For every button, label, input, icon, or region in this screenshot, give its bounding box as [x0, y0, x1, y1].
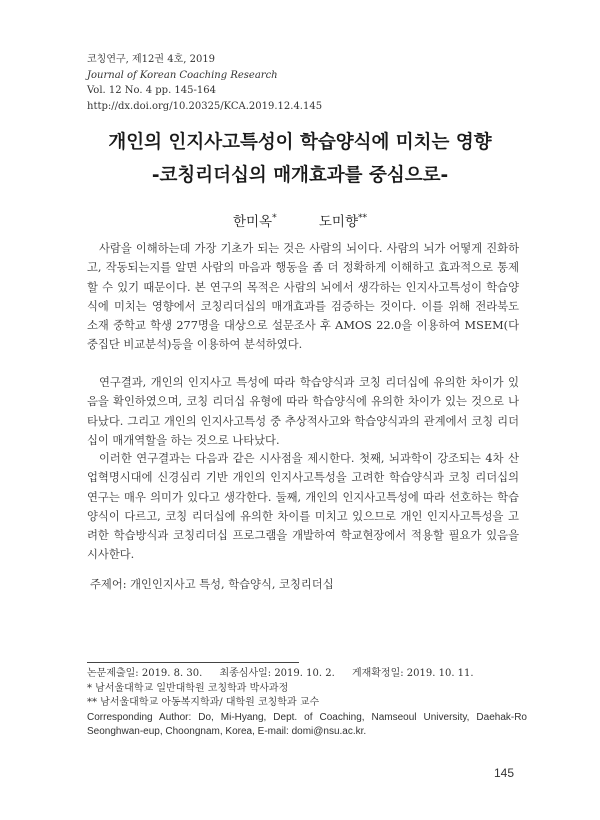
page-number: 145 [494, 766, 515, 780]
received-date: 논문제출일: 2019. 8. 30. [87, 668, 203, 679]
footnotes [87, 667, 527, 740]
abstract-paragraph-1: 사람을 이해하는데 가장 기초가 되는 것은 사람의 뇌이다. 사람의 뇌가 어떻게 진화하고, 작동되는지를 알면 사람의 마음과 행동을 좀 더 정확하게 이해하고 효과적으로 통제할 수 있기 때문이다. 본 연구의 목적은 사람의 뇌에서 생각하는 인지사고특성이 학습양식에 미치는 영향에서 코칭리더십의 매개효과를 검증하는 것이다. 이를 위해 전라북도 소재 중학교 학생 277명을 대상으로 설문조사 후 AMOS 22.0을 이용하여 MSEM(다중집단 비교분석)등을 이용하여 분석하였다. [87, 242, 519, 352]
corresponding-author: Corresponding Author: Do, Mi-Hyang, Dept. of Coaching, Namseoul University, Daehak-Ro Seonghwan-eup, Choongnam, Korea, E-mail: domi@nsu.ac.kr. [87, 711, 527, 738]
journal-volume-ko: 코칭연구, 제12권 4호, 2019 [87, 54, 216, 65]
authors [0, 210, 600, 230]
author-affiliation-1: * 남서울대학교 일반대학원 코칭학과 박사과정 [87, 682, 289, 694]
doi-link[interactable]: http://dx.doi.org/10.20325/KCA.2019.12.4.145 [87, 100, 323, 112]
author-2: 도미향** [318, 213, 368, 230]
author-affiliation-2: ** 남서울대학교 아동복지학과/ 대학원 코칭학과 교수 [87, 697, 320, 709]
abstract-paragraph-3: 이러한 연구결과는 다음과 같은 시사점을 제시한다. 첫째, 뇌과학이 강조되는 4차 산업혁명시대에 신경심리 기반 개인의 인지사고특성을 고려한 학습양식과 코칭 리더십의 연구는 매우 의미가 있다고 생각한다. 둘째, 개인의 인지사고특성에 따라 선호하는 학습양식이 다르고, 코칭 리더십에 유의한 차이를 미치고 있으므로 개인 인지사고특성을 고려한 학습방식과 코칭리더십 프로그램을 개발하여 학교현장에서 적용할 필요가 있음을 시사한다. [87, 452, 519, 562]
abstract-paragraph-2: 연구결과, 개인의 인지사고 특성에 따라 학습양식과 코칭 리더십에 유의한 차이가 있음을 확인하였으며, 코칭 리더십 유형에 따라 학습양식에 유의한 차이가 있는 것으로 나타났다. 그리고 개인의 인지사고특성 중 추상적사고와 학습양식과의 관계에서 코칭 리더십이 매개역할을 하는 것으로 나타났다. [87, 376, 519, 447]
paper-subtitle: -코칭리더십의 매개효과를 중심으로- [151, 165, 449, 186]
keywords: 주제어: 개인인지사고 특성, 학습양식, 코칭리더십 [90, 578, 334, 591]
footnote-divider [87, 662, 299, 663]
submission-dates [87, 667, 527, 682]
journal-name: Journal of Korean Coaching Research [87, 69, 278, 81]
journal-info [87, 52, 322, 114]
accepted-date: 게재확정일: 2019. 10. 11. [351, 668, 474, 679]
revised-date: 최종심사일: 2019. 10. 2. [219, 668, 335, 679]
paper-title: 개인의 인지사고특성이 학습양식에 미치는 영향 [108, 132, 492, 153]
author-1: 한미옥* [232, 213, 277, 230]
journal-volume-pages: Vol. 12 No. 4 pp. 145-164 [87, 85, 216, 96]
